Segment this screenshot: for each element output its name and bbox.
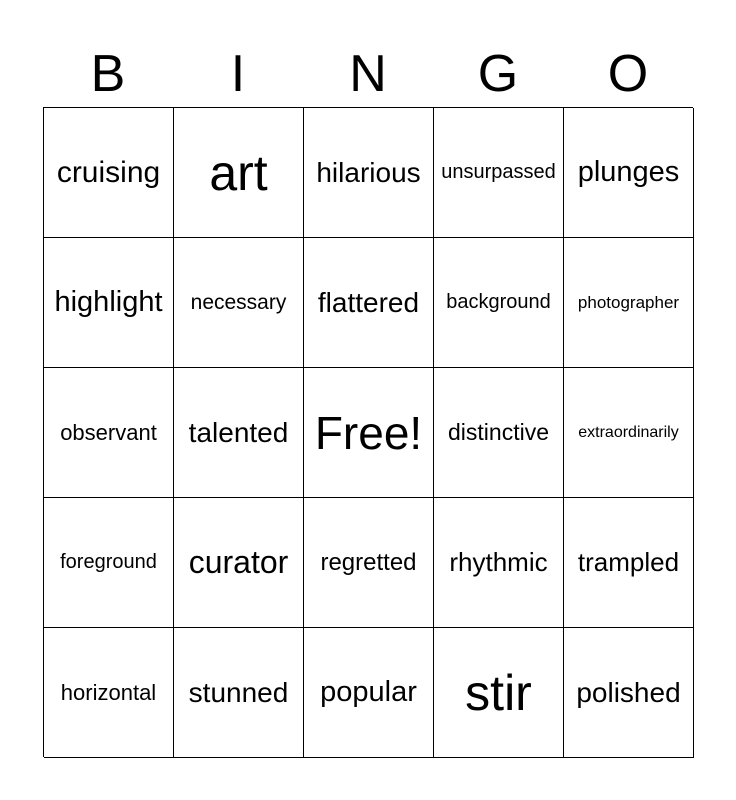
bingo-cell: highlight bbox=[44, 238, 174, 368]
bingo-cell: photographer bbox=[564, 238, 694, 368]
bingo-cell: flattered bbox=[304, 238, 434, 368]
bingo-header bbox=[43, 40, 693, 108]
bingo-cell: cruising bbox=[44, 108, 174, 238]
bingo-cell: background bbox=[434, 238, 564, 368]
bingo-cell: horizontal bbox=[44, 628, 174, 758]
bingo-cell: talented bbox=[174, 368, 304, 498]
header-letter-i: I bbox=[230, 45, 246, 103]
bingo-cell: unsurpassed bbox=[434, 108, 564, 238]
header-letter-o: O bbox=[607, 45, 649, 103]
bingo-cell: plunges bbox=[564, 108, 694, 238]
bingo-cell: extraordinarily bbox=[564, 368, 694, 498]
bingo-cell: art bbox=[174, 108, 304, 238]
bingo-cell: necessary bbox=[174, 238, 304, 368]
header-letter-g: G bbox=[477, 45, 519, 103]
bingo-cell: stir bbox=[434, 628, 564, 758]
bingo-cell: distinctive bbox=[434, 368, 564, 498]
bingo-cell: curator bbox=[174, 498, 304, 628]
header-letter-b: B bbox=[90, 45, 126, 103]
header-letter-n: N bbox=[349, 45, 387, 103]
bingo-cell: hilarious bbox=[304, 108, 434, 238]
bingo-cell: popular bbox=[304, 628, 434, 758]
bingo-cell: stunned bbox=[174, 628, 304, 758]
bingo-cell: regretted bbox=[304, 498, 434, 628]
bingo-cell: foreground bbox=[44, 498, 174, 628]
bingo-grid bbox=[43, 107, 693, 757]
bingo-cell: rhythmic bbox=[434, 498, 564, 628]
bingo-cell: observant bbox=[44, 368, 174, 498]
bingo-cell: trampled bbox=[564, 498, 694, 628]
free-space: Free! bbox=[304, 368, 434, 498]
bingo-cell: polished bbox=[564, 628, 694, 758]
